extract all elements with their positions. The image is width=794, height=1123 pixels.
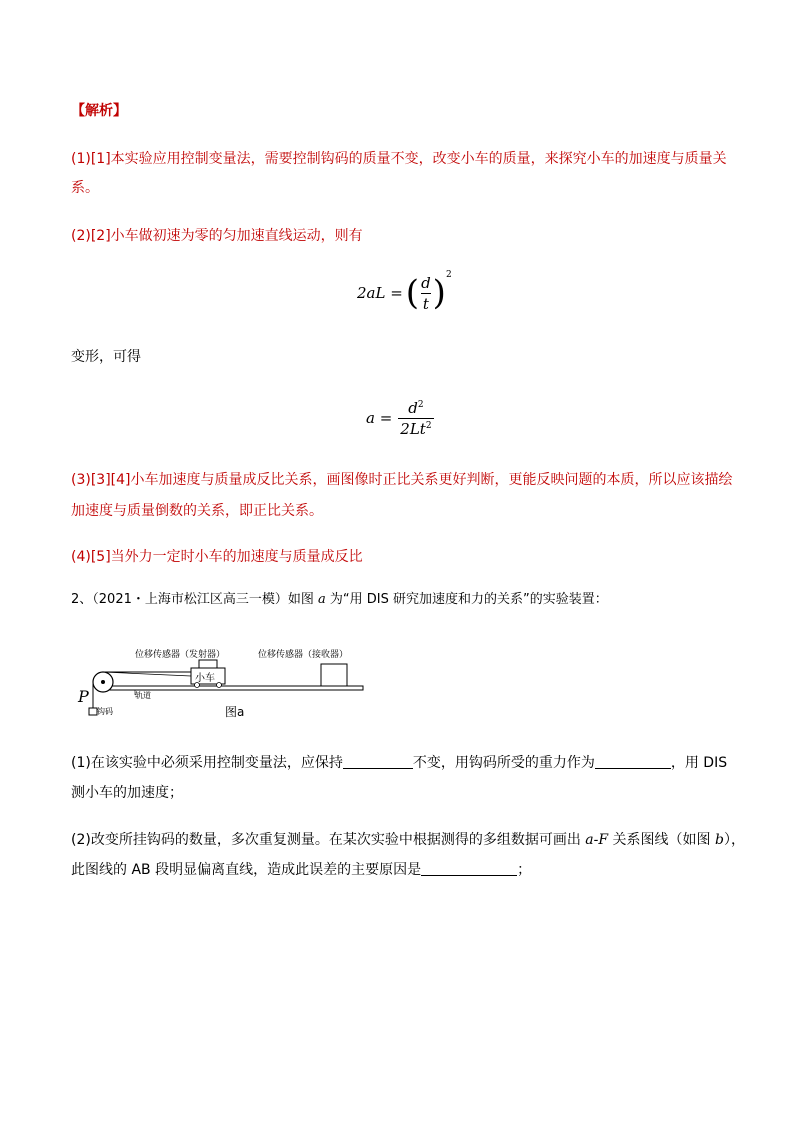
eq1-denominator: t	[422, 294, 429, 313]
emitter	[199, 660, 217, 668]
equation-2	[366, 394, 434, 442]
figure-caption: 图a	[225, 705, 245, 719]
label-cart: 小车	[195, 673, 215, 684]
analysis-p2: (2)[2]小车做初速为零的匀加速直线运动，则有	[71, 228, 363, 244]
eq2-den-exp: 2	[425, 420, 432, 431]
eq2-lhs: a =	[366, 409, 393, 427]
analysis-p1: (1)[1]本实验应用控制变量法，需要控制钩码的质量不变，改变小车的质量，来探究小车的加速度与质量关	[71, 151, 727, 167]
label-p: P	[78, 687, 89, 706]
analysis-p1-cont: 系。	[71, 180, 99, 196]
question-2-1-line1: (1)在该实验中必须采用控制变量法，应保持 不变，用钩码所受的重力作为 ，用 DIS	[71, 755, 728, 771]
label-hook: 钩码	[97, 707, 113, 716]
equation-1: 2aL = ( $\frac{d}{t}$ ) 2	[357, 270, 452, 313]
section-header: 【解析】	[71, 103, 127, 119]
label-sensor-emitter: 位移传感器（发射器）	[135, 650, 226, 660]
analysis-p3-line2: 加速度与质量倒数的关系，即正比关系。	[71, 503, 323, 519]
label-sensor-receiver: 位移传感器（接收器）	[258, 650, 349, 660]
answer-blank-2[interactable]	[595, 754, 671, 769]
eq1-lhs: 2aL =	[357, 284, 403, 302]
receiver	[321, 664, 347, 686]
eq2-denominator: 2Lt	[400, 419, 426, 438]
question-2-1-line2: 测小车的加速度；	[71, 785, 183, 801]
analysis-p3-line1: (3)[3][4]小车加速度与质量成反比关系，画图像时正比关系更好判断，更能反映问题的本质，所以应该描绘	[71, 472, 733, 488]
figure-a	[75, 640, 375, 725]
label-track: 轨道	[135, 691, 151, 700]
eq2-num-exp: 2	[417, 399, 424, 410]
analysis-p4: (4)[5]当外力一定时小车的加速度与质量成反比	[71, 549, 363, 565]
eq1-exponent: 2	[445, 270, 452, 280]
question-2-2-line1: (2)改变所挂钩码的数量，多次重复测量。在某次实验中根据测得的多组数据可画出 a-F 关系图线（如图 b），	[71, 832, 745, 848]
transform-text: 变形，可得	[71, 349, 141, 365]
question-2-2-line2: 此图线的 AB 段明显偏离直线，造成此误差的主要原因是 ；	[71, 862, 532, 878]
eq2-numerator: d	[408, 398, 418, 417]
eq1-numerator: d	[421, 273, 431, 292]
question-2-stem: 2、（2021・上海市松江区高三一模）如图 a 为“用 DIS 研究加速度和力的关系”的实验装置：	[71, 592, 608, 607]
answer-blank-1[interactable]	[343, 754, 413, 769]
answer-blank-3[interactable]	[421, 861, 517, 876]
hook-weight	[89, 708, 97, 715]
